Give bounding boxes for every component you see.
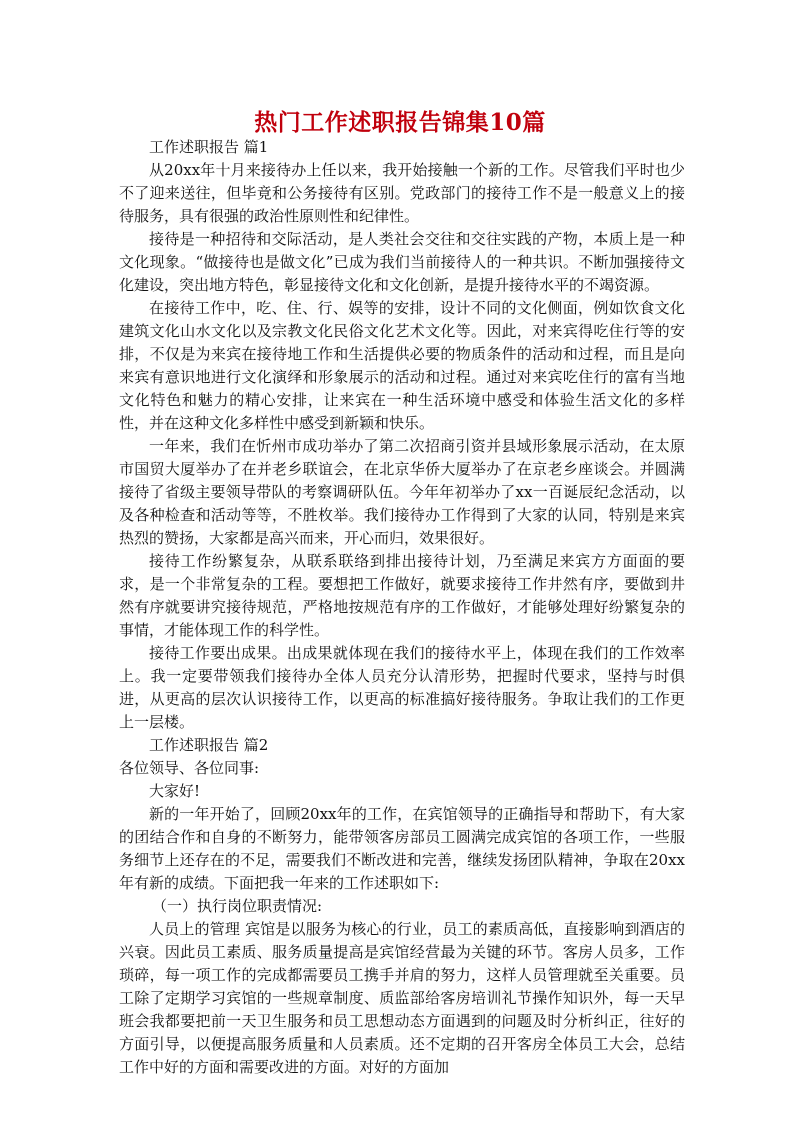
subsection-heading: （一）执行岗位职责情况:: [152, 897, 323, 915]
section-heading-2: 工作述职报告 篇2: [149, 736, 269, 754]
paragraph: 从20xx年十月来接待办上任以来，我开始接触一个新的工作。尽管我们平时也少不了迎来送往，但毕竟和公务接待有区别。党政部门的接待工作不是一般意义上的接待服务，具有很强的政治性原则性和纪律性。: [119, 161, 685, 225]
greeting: 大家好!: [149, 782, 201, 800]
document-body: [119, 136, 685, 1079]
section-heading-1: 工作述职报告 篇1: [149, 138, 269, 156]
paragraph: 人员上的管理 宾馆是以服务为核心的行业，员工的素质高低，直接影响到酒店的兴衰。因此员工素质、服务质量提高是宾馆经营最为关键的环节。客房人员多，工作琐碎，每一项工作的完成都需要员工携手并肩的努力，这样人员管理就至关重要。员工除了定期学习宾馆的一些规章制度、质监部给客房培训礼节操作知识外，每一天早班会我都要把前一天卫生服务和员工思想动态方面遇到的问题及时分析纠正，往好的方面引导，以便提高服务质量和人员素质。还不定期的召开客房全体员工大会，总结工作中好的方面和需要改进的方面。对好的方面加: [119, 920, 685, 1076]
paragraph: 新的一年开始了，回顾20xx年的工作，在宾馆领导的正确指导和帮助下，有大家的团结合作和自身的不断努力，能带领客房部员工圆满完成宾馆的各项工作，一些服务细节上还存在的不足，需要我们不断改进和完善，继续发扬团队精神，争取在20xx年有新的成绩。下面把我一年来的工作述职如下:: [119, 805, 685, 892]
paragraph: 在接待工作中，吃、住、行、娱等的安排，设计不同的文化侧面，例如饮食文化 建筑文化山水文化以及宗教文化民俗文化艺术文化等。因此，对来宾得吃住行等的安排，不仅是为来宾在接待地工作和生活提供必要的物质条件的活动和过程，而且是向来宾有意识地进行文化演绎和形象展示的活动和过程。通过对来宾吃住行的富有当地文化特色和魅力的精心安排，让来宾在一种生活环境中感受和体验生活文化的多样性，并在这种文化多样性中感受到新颖和快乐。: [119, 299, 685, 432]
paragraph: 接待工作纷繁复杂，从联系联络到排出接待计划，乃至满足来宾方方面面的要求，是一个非常复杂的工程。要想把工作做好，就要求接待工作井然有序，要做到井然有序就要讲究接待规范，严格地按规范有序的工作做好，才能够处理好纷繁复杂的事情，才能体现工作的科学性。: [119, 552, 685, 639]
paragraph: 一年来，我们在忻州市成功举办了第二次招商引资并县域形象展示活动，在太原市国贸大厦举办了在并老乡联谊会，在北京华侨大厦举办了在京老乡座谈会。并圆满接待了省级主要领导带队的考察调研队伍。今年年初举办了xx一百诞辰纪念活动，以及各种检查和活动等等，不胜枚举。我们接待办工作得到了大家的认同，特别是来宾热烈的赞扬，大家都是高兴而来，开心而归，效果很好。: [119, 437, 685, 547]
salutation: 各位领导、各位同事:: [119, 759, 260, 777]
paragraph: 接待是一种招待和交际活动，是人类社会交往和交往实践的产物，本质上是一种文化现象。“做接待也是做文化”已成为我们当前接待人的一种共识。不断加强接待文化建设，突出地方特色，彰显接待文化和文化创新，是提升接待水平的不竭资源。: [119, 230, 685, 294]
document-title: 热门工作述职报告锦集10篇: [254, 109, 546, 136]
paragraph: 接待工作要出成果。出成果就体现在我们的接待水平上，体现在我们的工作效率上。我一定要带领我们接待办全体人员充分认清形势，把握时代要求，坚持与时俱进，从更高的层次认识接待工作，以更高的标准搞好接待服务。争取让我们的工作更上一层楼。: [119, 644, 685, 731]
